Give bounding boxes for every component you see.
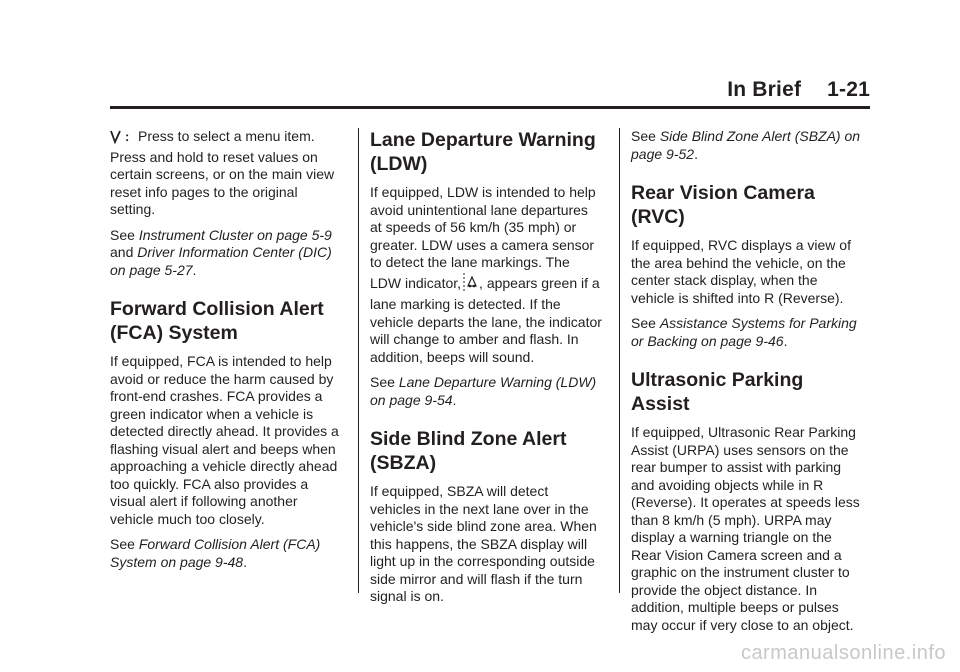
see-reference: See Lane Departure Warning (LDW) on page 9-54. <box>370 374 597 408</box>
reference-link: Assistance Systems for Parking or Backing on page 9-46 <box>631 315 857 349</box>
column-1 <box>110 128 342 579</box>
heading-rvc: Rear Vision Camera (RVC) <box>631 182 815 228</box>
column-2 <box>370 128 602 614</box>
paragraph-rvc: If equipped, RVC displays a view of the area behind the vehicle, on the center stack display, when the vehicle is shifted into R (Reverse). <box>631 237 851 306</box>
paragraph-ldw: If equipped, LDW is intended to help avoid unintentional lane departures at speeds of 56 km/h (35 mph) or greater. LDW uses a camera sensor to detect the lane markings. The LDW indicator, , appears green if a lane marking is detected. If the vehicle departs the lane, the indicator will change to amber and flash. In addition, beeps will sound. <box>370 184 602 365</box>
lane-departure-icon <box>462 272 478 297</box>
see-reference: See Side Blind Zone Alert (SBZA) on page 9-52. <box>631 128 861 162</box>
column-3 <box>631 128 863 642</box>
heading-fca: Forward Collision Alert (FCA) System <box>110 298 324 344</box>
checkmark-icon <box>110 129 136 149</box>
reference-link: Lane Departure Warning (LDW) on page 9-54 <box>370 374 597 408</box>
column-divider-1 <box>358 128 359 593</box>
paragraph-sbza: If equipped, SBZA will detect vehicles in the next lane over in the vehicle's side blind zone area. When this happens, the SBZA display will light up in the corresponding outside side mirror and will flash if the turn signal is on. <box>370 483 597 604</box>
see-reference: See Assistance Systems for Parking or Backing on page 9-46. <box>631 315 857 349</box>
reference-link: Side Blind Zone Alert (SBZA) on page 9-52 <box>631 128 861 162</box>
page-number: 1-21 <box>827 78 870 101</box>
paragraph-upa: If equipped, Ultrasonic Rear Parking Assist (URPA) uses sensors on the rear bumper to assist with parking and avoiding objects while in R (Reverse). It operates at speeds less than 8 km/h (5 mph). URPA may display a warning triangle on the Rear Vision Camera screen and a graphic on the instrument cluster to provide the object distance. In addition, multiple beeps or pulses may occur if very close to an object. <box>631 424 860 633</box>
column-divider-2 <box>619 128 620 593</box>
reference-link: Forward Collision Alert (FCA) System on page 9-48 <box>110 536 321 570</box>
heading-upa: Ultrasonic Parking Assist <box>631 369 804 415</box>
see-reference: See Forward Collision Alert (FCA) System on page 9-48. <box>110 536 321 570</box>
section-title: In Brief <box>727 78 802 101</box>
watermark: carmanualsonline.info <box>740 642 946 664</box>
svg-text::: : <box>125 129 130 144</box>
header-rule <box>110 106 870 109</box>
heading-ldw: Lane Departure Warning (LDW) <box>370 129 596 175</box>
see-reference: See Instrument Cluster on page 5-9 and Driver Information Center (DIC) on page 5-27. <box>110 226 332 278</box>
paragraph-fca: If equipped, FCA is intended to help avoid or reduce the harm caused by front-end crashes. FCA provides a green indicator when a vehicle is detected directly ahead. It provides a flashing visual alert and beeps when approaching a vehicle directly ahead too quickly. FCA also provides a visual alert if following another vehicle much too closely. <box>110 353 339 527</box>
heading-sbza: Side Blind Zone Alert (SBZA) <box>370 428 567 474</box>
select-button-description: : Press to select a menu item. Press and hold to reset values on certain screens, or on the main view reset info pages to the original setting. <box>110 128 335 217</box>
reference-link: Driver Information Center (DIC) on page 5-27 <box>110 244 332 278</box>
reference-link: Instrument Cluster on page 5-9 <box>138 226 332 243</box>
page-header <box>727 78 870 102</box>
